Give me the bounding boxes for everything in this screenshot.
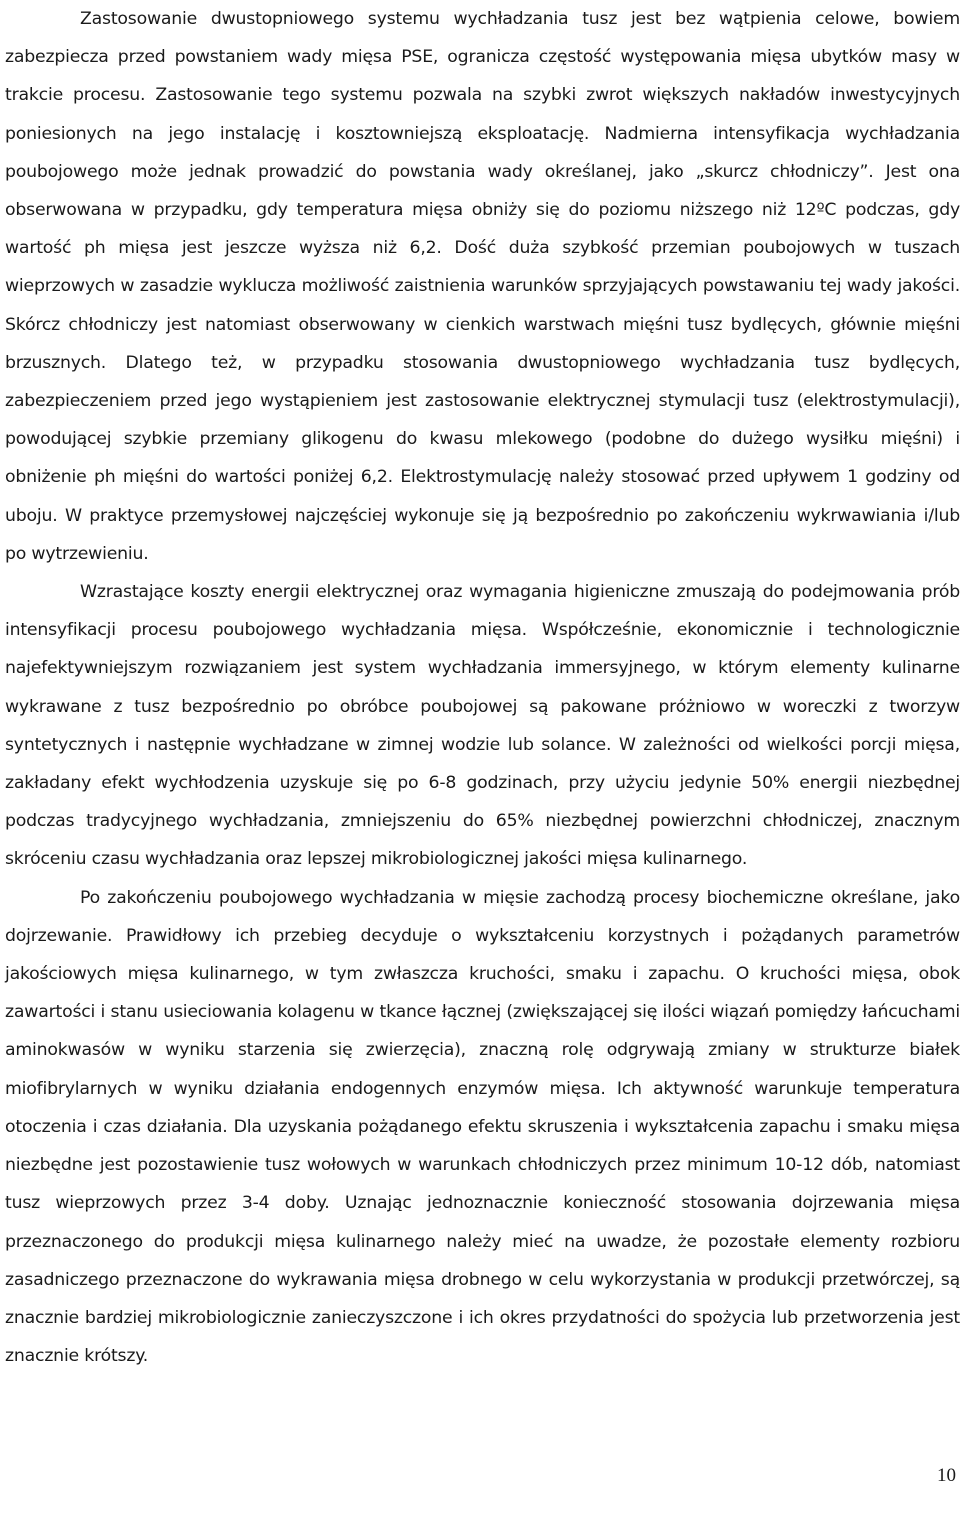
paragraph-1: Zastosowanie dwustopniowego systemu wychładzania tusz jest bez wątpienia celowe, bowiem zabezpiecza przed powstaniem wady mięsa PSE, ogranicza częstość występowania mięsa ubytków masy w trakcie procesu. Zastosowanie tego systemu pozwala na szybki zwrot większych nakładów inwestycyjnych poniesionych na jego instalację i kosztowniejszą eksploatację. Nadmierna intensyfikacja wychładzania poubojowego może jednak prowadzić do powstania wady określanej, jako „skurcz chłodniczy”. Jest ona obserwowana w przypadku, gdy temperatura mięsa obniży się do poziomu niższego niż 12ºC podczas, gdy wartość ph mięsa jest jeszcze wyższa niż 6,2. Dość duża szybkość przemian poubojowych w tuszach wieprzowych w zasadzie wyklucza możliwość zaistnienia warunków sprzyjających powstawaniu tej wady jakości. Skórcz chłodniczy jest natomiast obserwowany w cienkich warstwach mięśni tusz bydlęcych, głównie mięśni brzusznych. Dlatego też, w przypadku stosowania dwustopniowego wychładzania tusz bydlęcych, zabezpieczeniem przed jego wystąpieniem jest zastosowanie elektrycznej stymulacji tusz (elektrostymulacji), powodującej szybkie przemiany glikogenu do kwasu mlekowego (podobne do dużego wysiłku mięśni) i obniżenie ph mięśni do wartości poniżej 6,2. Elektrostymulację należy stosować przed upływem 1 godziny od uboju. W praktyce przemysłowej najczęściej wykonuje się ją bezpośrednio po zakończeniu wykrwawiania i/lub po wytrzewieniu. — [5, 9, 960, 564]
paragraph-3: Po zakończeniu poubojowego wychładzania w mięsie zachodzą procesy biochemiczne określane, jako dojrzewanie. Prawidłowy ich przebieg decyduje o wykształceniu korzystnych i pożądanych parametrów jakościowych mięsa kulinarnego, w tym zwłaszcza kruchości, smaku i zapachu. O kruchości mięsa, obok zawartości i stanu usieciowania kolagenu w tkance łącznej (zwiększającej się ilości wiązań pomiędzy łańcuchami aminokwasów w wyniku starzenia się zwierzęcia), znaczną rolę odgrywają zmiany w strukturze białek miofibrylarnych w wyniku działania endogennych enzymów mięsa. Ich aktywność warunkuje temperatura otoczenia i czas działania. Dla uzyskania pożądanego efektu skruszenia i wykształcenia zapachu i smaku mięsa niezbędne jest pozostawienie tusz wołowych w warunkach chłodniczych przez minimum 10-12 dób, natomiast tusz wieprzowych przez 3-4 doby. Uznając jednoznacznie konieczność stosowania dojrzewania mięsa przeznaczonego do produkcji mięsa kulinarnego należy mieć na uwadze, że pozostałe elementy rozbioru zasadniczego przeznaczone do wykrawania mięsa drobnego w celu wykorzystania w produkcji przetwórczej, są znacznie bardziej mikrobiologicznie zanieczyszczone i ich okres przydatności do spożycia lub przetworzenia jest znacznie krótszy. — [5, 887, 960, 1367]
page-number: 10 — [937, 1465, 956, 1486]
document-page — [5, 0, 960, 1375]
paragraph-2: Wzrastające koszty energii elektrycznej oraz wymagania higieniczne zmuszają do podejmowania prób intensyfikacji procesu poubojowego wychładzania mięsa. Współcześnie, ekonomicznie i technologicznie najefektywniejszym rozwiązaniem jest system wychładzania immersyjnego, w którym elementy kulinarne wykrawane z tusz bezpośrednio po obróbce poubojowej są pakowane próżniowo w woreczki z tworzyw syntetycznych i następnie wychładzane w zimnej wodzie lub solance. W zależności od wielkości porcji mięsa, zakładany efekt wychłodzenia uzyskuje się po 6-8 godzinach, przy użyciu jedynie 50% energii niezbędnej podczas tradycyjnego wychładzania, zmniejszeniu do 65% niezbędnej powierzchni chłodniczej, znacznym skróceniu czasu wychładzania oraz lepszej mikrobiologicznej jakości mięsa kulinarnego. — [5, 582, 960, 870]
